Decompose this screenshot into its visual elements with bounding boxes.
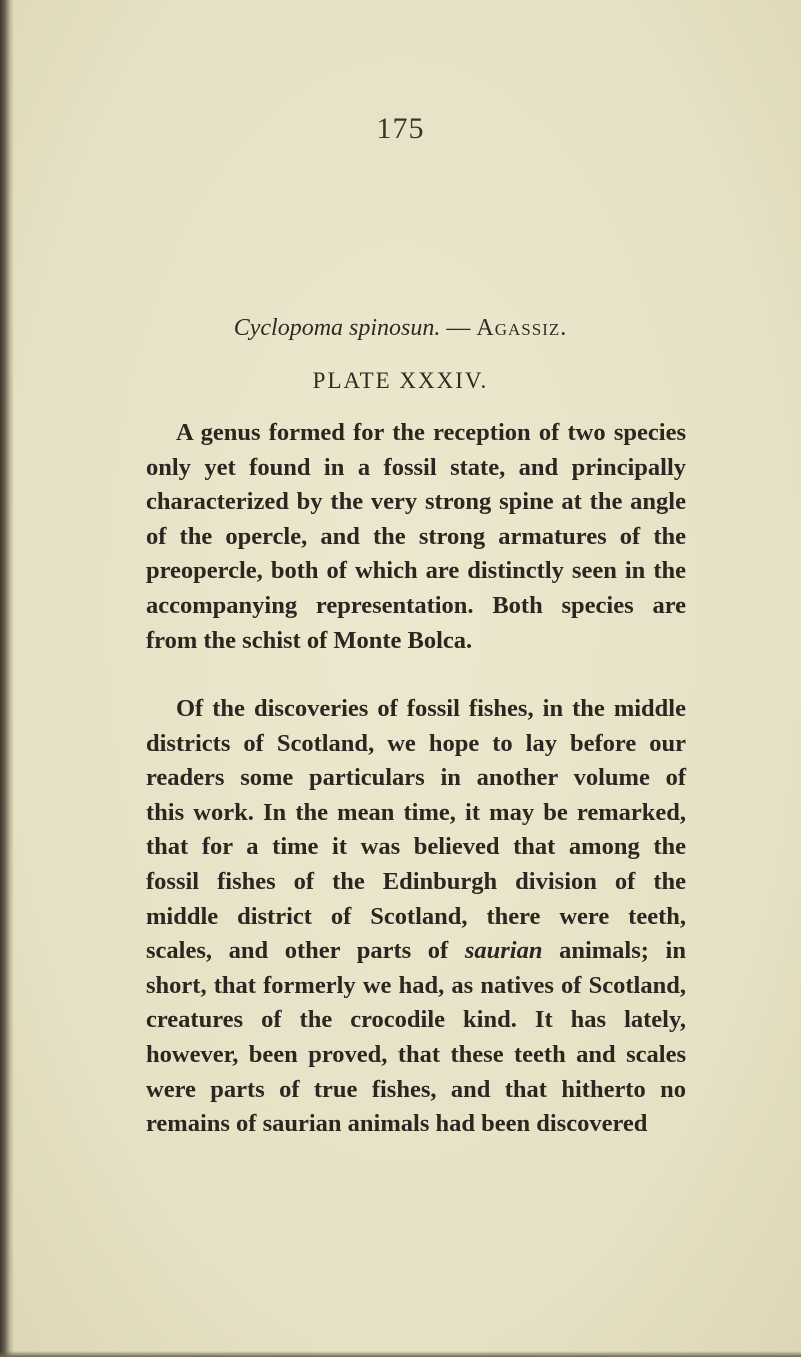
binding-edge [0, 0, 14, 1357]
text-line: districts of Scotland, we hope to lay before our [146, 729, 686, 757]
text-line: creatures of the crocodile kind. It has lately, [146, 1006, 686, 1034]
text-line: A genus formed for the reception of two species [176, 419, 686, 446]
text-line: that for a time it was believed that among the [146, 833, 686, 861]
text-line-with-italic [146, 934, 686, 969]
text-line: were parts of true fishes, and that hitherto no [146, 1075, 686, 1103]
text-line: short, that formerly we had, as natives of Scotland, [146, 971, 686, 999]
page-bottom-edge [0, 1351, 801, 1357]
caption-dash: — [440, 315, 477, 341]
italic-term-saurian: saurian [464, 937, 543, 965]
author-name: Agassiz. [476, 315, 568, 341]
text-fragment: scales, and other parts of [146, 937, 449, 965]
text-line: from the schist of Monte Bolca. [146, 626, 473, 654]
text-line: only yet found in a fossil state, and principally [146, 453, 686, 481]
plate-title: PLATE XXXIV. [312, 368, 489, 393]
text-line: accompanying representation. Both species are [146, 591, 686, 619]
text-line: preopercle, both of which are distinctly seen in the [146, 557, 686, 585]
text-line: fossil fishes of the Edinburgh division of the [146, 867, 686, 895]
text-line: this work. In the mean time, it may be remarked, [146, 798, 686, 826]
text-fragment: animals; in [559, 937, 686, 965]
text-line: Of the discoveries of fossil fishes, in the middle [176, 695, 686, 722]
species-name: Cyclopoma spinosun. [233, 315, 441, 341]
paragraph-genus-description [146, 416, 686, 658]
paragraph-scotland-discoveries [146, 692, 686, 1142]
text-line: of the opercle, and the strong armatures of the [146, 522, 686, 550]
page-number: 175 [376, 112, 425, 145]
text-line: readers some particulars in another volume of [146, 764, 686, 792]
text-line: middle district of Scotland, there were teeth, [146, 902, 686, 930]
text-line: remains of saurian animals had been discovered [146, 1110, 648, 1138]
text-line: characterized by the very strong spine at the angle [146, 488, 686, 516]
text-line: however, been proved, that these teeth and scales [146, 1040, 686, 1068]
plate-caption [0, 315, 801, 342]
